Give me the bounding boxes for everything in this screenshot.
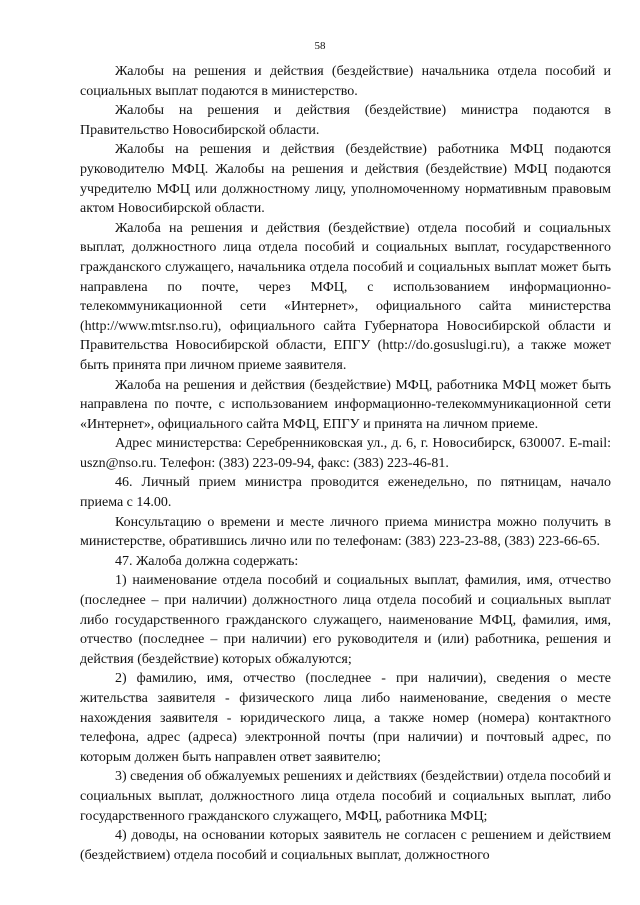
paragraph-46-personal-reception: 46. Личный прием министра проводится еженедельно, по пятницам, начало приема с 14.00.: [80, 475, 611, 511]
list-item-2: 2) фамилию, имя, отчество (последнее - при наличии), сведения о месте жительства заявителя - физического лица либо наименование, сведения о месте нахождения заявителя - юридического лица, а также номер (номера) контактного телефона, адрес (адреса) электронной почты (при наличии) и почтовый адрес, по которым должен быть направлен ответ заявителю;: [80, 671, 611, 765]
document-body: [80, 62, 611, 865]
paragraph-47-complaint-contents: 47. Жалоба должна содержать:: [115, 553, 299, 569]
paragraph-consultation: Консультацию о времени и месте личного приема министра можно получить в министерстве, обратившись лично или по телефонам: (383) 223-23-88, (383) 223-66-65.: [80, 514, 611, 550]
page-number: 58: [314, 40, 326, 52]
list-item-4: 4) доводы, на основании которых заявитель не согласен с решением и действием (бездействием) отдела пособий и социальных выплат, должностного: [80, 828, 611, 863]
paragraph-complaints-head-of-department: Жалобы на решения и действия (бездействие) начальника отдела пособий и социальных выплат подаются в министерство.: [80, 64, 611, 99]
list-item-1: 1) наименование отдела пособий и социальных выплат, фамилия, имя, отчество (последнее – при наличии) должностного лица отдела пособий и социальных выплат либо государственного гражданского служащего, наименование МФЦ, фамилия, имя, отчество (последнее – при наличии) его руководителя и (или) работника, решения и действия (бездействие) которых обжалуются;: [80, 573, 611, 667]
paragraph-complaint-channels-department: Жалоба на решения и действия (бездействие) отдела пособий и социальных выплат, должностного лица отдела пособий и социальных выплат, государственного гражданского служащего, начальника отдела пособий и социальных выплат может быть направлена по почте, через МФЦ, с использованием информационно-телекоммуникационной сети «Интернет», официального сайта министерства (http://www.mtsr.nso.ru), официального сайта Губернатора Новосибирской области и Правительства Новосибирской области, ЕПГУ (http://do.gosuslugi.ru), а также может быть принята при личном приеме заявителя.: [80, 220, 611, 373]
paragraph-ministry-address: Адрес министерства: Серебренниковская ул., д. 6, г. Новосибирск, 630007. E-mail: uszn@nso.ru. Телефон: (383) 223-09-94, факс: (383) 223-46-81.: [80, 436, 611, 471]
list-item-3: 3) сведения об обжалуемых решениях и действиях (бездействии) отдела пособий и социальных выплат, должностного лица отдела пособий и социальных выплат, либо государственного гражданского служащего, МФЦ, работника МФЦ;: [80, 769, 611, 824]
paragraph-complaint-channels-mfc: Жалоба на решения и действия (бездействие) МФЦ, работника МФЦ может быть направлена по почте, с использованием информационно-телекоммуникационной сети «Интернет», официального сайта МФЦ, ЕПГУ и принята на личном приеме.: [80, 377, 611, 432]
paragraph-complaints-mfc: Жалобы на решения и действия (бездействие) работника МФЦ подаются руководителю МФЦ. Жалобы на решения и действия (бездействие) МФЦ подаются учредителю МФЦ или должностному лицу, уполномоченному нормативным правовым актом Новосибирской области.: [80, 142, 611, 217]
paragraph-complaints-minister: Жалобы на решения и действия (бездействие) министра подаются в Правительство Новосибирской области.: [80, 103, 611, 138]
